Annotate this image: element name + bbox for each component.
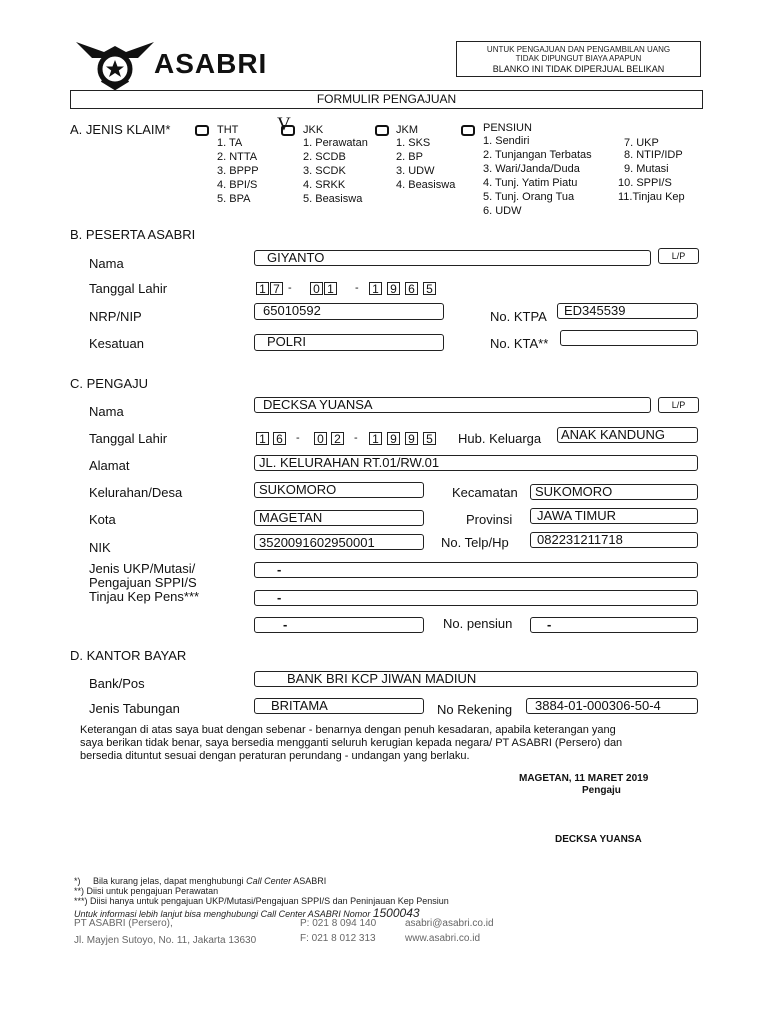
pengaju-ukp-field-1[interactable] [254,562,698,578]
form-title-text: FORMULIR PENGAJUAN [316,92,457,106]
pengaju-alamat-field[interactable] [254,455,698,471]
pengaju-ukp-value-2: - [277,590,282,605]
footnote-2: **) Diisi untuk pengajuan Perawatan [74,886,219,896]
peserta-nrp-value: 65010592 [263,303,321,318]
pengaju-hub-field[interactable] [557,427,698,443]
footnote-1-end: ASABRI [293,876,327,886]
pengaju-hub-label: Hub. Keluarga [458,431,542,446]
other-item-5: 11.Tinjau Kep [618,191,685,203]
peserta-kesatuan-field[interactable] [254,334,444,351]
pengaju-pensiun-field[interactable] [530,617,698,633]
pengaju-kota-label: Kota [89,512,116,527]
checkbox-pensiun[interactable] [461,125,475,136]
company-address: Jl. Mayjen Sutoyo, No. 11, Jakarta 13630 [74,935,257,946]
company-name: PT ASABRI (Persero), [74,918,173,929]
peserta-kesatuan-label: Kesatuan [89,336,144,351]
jkk-item-4: 4. SRKK [303,179,346,191]
company-phone: P: 021 8 094 140 [300,918,377,929]
pengaju-pensiun-value: - [547,617,552,632]
peserta-tgl-dash-1: - [288,282,292,294]
jkm-item-1: 1. SKS [396,137,431,149]
pengaju-kec-label: Kecamatan [452,485,518,500]
jkm-item-4: 4. Beasiswa [396,179,456,191]
pengaju-tgl-label: Tanggal Lahir [89,431,168,446]
jkk-item-2: 2. SCDB [303,151,346,163]
pengaju-kel-value: SUKOMORO [259,482,337,497]
peserta-ktpa-field[interactable] [557,303,698,319]
pengaju-kec-value: SUKOMORO [535,484,613,499]
rekening-field[interactable] [526,698,698,714]
form-title [70,90,703,109]
pengaju-kec-field[interactable] [530,484,698,500]
pengaju-prov-value: JAWA TIMUR [537,508,616,523]
tabungan-field[interactable] [254,698,424,714]
pengaju-telp-label: No. Telp/Hp [441,535,509,550]
statement-line-2: saya berikan tidak benar, saya bersedia mengganti seluruh kerugian kepada negara/ PT ASABRI (Persero) dan [80,737,623,749]
tabungan-value: BRITAMA [271,698,328,713]
pengaju-tgl-dash-1: - [296,432,300,444]
tht-label: THT [217,124,239,136]
pensiun-item-1: 1. Sendiri [483,135,530,147]
jkm-label: JKM [396,124,418,136]
peserta-nrp-label: NRP/NIP [89,309,142,324]
peserta-gender-field[interactable] [658,248,699,264]
pengaju-ukp-field-2[interactable] [254,590,698,606]
pengaju-ukp-label-2: Pengajuan SPPI/S [89,575,197,590]
pengaju-pensiun-label: No. pensiun [443,616,513,631]
signature-role: Pengaju [582,785,621,796]
pengaju-ukp-label-1: Jenis UKP/Mutasi/ [89,561,196,576]
peserta-nama-label: Nama [89,256,124,271]
pensiun-item-4: 4. Tunj. Yatim Piatu [483,177,578,189]
pengaju-tgl-month-1[interactable]: 0 [314,432,327,445]
peserta-tgl-dash-2: - [355,282,359,294]
other-item-2: 8. NTIP/IDP [624,149,683,161]
pengaju-tgl-year-4[interactable]: 5 [423,432,436,445]
pengaju-tgl-year-3[interactable]: 9 [405,432,418,445]
pengaju-alamat-label: Alamat [89,458,130,473]
tht-item-5: 5. BPA [217,193,251,205]
footnote-4-text: Untuk informasi lebih lanjut bisa menghubungi Call Center ASABRI Nomor [74,909,371,919]
company-website: www.asabri.co.id [405,933,481,944]
pengaju-kota-value: MAGETAN [259,510,323,525]
pensiun-item-3: 3. Wari/Janda/Duda [483,163,580,175]
peserta-gender-value: L/P [671,251,686,261]
pengaju-ukp-label-3: Tinjau Kep Pens*** [89,589,200,604]
pensiun-item-2: 2. Tunjangan Terbatas [483,149,592,161]
jkk-item-3: 3. SCDK [303,165,346,177]
tht-item-1: 1. TA [217,137,243,149]
checkbox-tht[interactable] [195,125,209,136]
jkm-item-2: 2. BP [396,151,423,163]
footnote-3: ***) Diisi hanya untuk pengajuan UKP/Mutasi/Pengajuan SPPI/S dan Peninjauan Kep Pensiun [74,896,449,906]
section-d-heading: D. KANTOR BAYAR [70,648,187,663]
other-item-4: 10. SPPI/S [618,177,672,189]
tht-item-4: 4. BPI/S [217,179,258,191]
peserta-tgl-year-2[interactable]: 9 [387,282,400,295]
tht-item-2: 2. NTTA [217,151,258,163]
peserta-tgl-month-2[interactable]: 1 [324,282,337,295]
pengaju-telp-value: 082231211718 [537,532,623,547]
asabri-logo [74,36,289,90]
pengaju-alamat-value: JL. KELURAHAN RT.01/RW.01 [259,455,440,470]
footnote-1-mark: *) [74,876,81,886]
pengaju-tgl-year-1[interactable]: 1 [369,432,382,445]
asabri-wordmark: ASABRI [154,48,268,79]
peserta-tgl-day-2[interactable]: 7 [270,282,283,295]
jkk-label: JKK [303,124,324,136]
pengaju-gender-field[interactable] [658,397,699,413]
pengaju-tgl-year-2[interactable]: 9 [387,432,400,445]
peserta-tgl-year-1[interactable]: 1 [369,282,382,295]
other-item-1: 7. UKP [624,137,659,149]
pengaju-ukp-value-1: - [277,562,282,577]
notice-line-3: BLANKO INI TIDAK DIPERJUAL BELIKAN [492,64,665,74]
statement-line-3: bersedia dituntut sesuai dengan peraturan perundang - undangan yang berlaku. [80,750,470,762]
jkk-check-mark: V [277,114,291,135]
pengaju-prov-field[interactable] [530,508,698,524]
notice-line-1: UNTUK PENGAJUAN DAN PENGAMBILAN UANG [486,45,671,54]
pensiun-label: PENSIUN [483,122,532,134]
section-c-heading: C. PENGAJU [70,376,149,391]
pensiun-item-6: 6. UDW [483,205,522,217]
signature-place-date: MAGETAN, 11 MARET 2019 [519,773,649,784]
pengaju-hub-value: ANAK KANDUNG [561,427,666,442]
peserta-nama-value: GIYANTO [267,250,325,265]
pengaju-tgl-month-2[interactable]: 2 [331,432,344,445]
tabungan-label: Jenis Tabungan [89,701,180,716]
tht-item-3: 3. BPPP [217,165,259,177]
signature-name: DECKSA YUANSA [555,834,642,845]
call-center-number: 1500043 [372,906,420,920]
section-a-heading: A. JENIS KLAIM* [70,122,171,137]
peserta-nama-field[interactable] [254,250,651,266]
pengaju-telp-field[interactable] [530,532,698,548]
pengaju-nik-field[interactable] [254,534,424,550]
bank-label: Bank/Pos [89,676,145,691]
notice-box [456,41,701,77]
footnote-1-cc: Call Center [246,876,292,886]
company-fax: F: 021 8 012 313 [300,933,376,944]
peserta-tgl-month-1[interactable]: 0 [310,282,323,295]
rekening-value: 3884-01-000306-50-4 [535,698,661,713]
jkm-item-3: 3. UDW [396,165,435,177]
jkk-item-5: 5. Beasiswa [303,193,363,205]
bank-field[interactable] [254,671,698,687]
pengaju-ukp-field-3[interactable] [254,617,424,633]
peserta-kesatuan-value: POLRI [267,334,307,349]
pengaju-tgl-dash-2: - [354,432,358,444]
section-b-heading: B. PESERTA ASABRI [70,227,196,242]
peserta-tgl-year-4[interactable]: 5 [423,282,436,295]
pengaju-prov-label: Provinsi [466,512,513,527]
pengaju-kel-label: Kelurahan/Desa [89,485,183,500]
peserta-kta-label: No. KTA** [490,336,549,351]
footnote-1-text: Bila kurang jelas, dapat menghubungi [93,876,244,886]
pengaju-nama-label: Nama [89,404,124,419]
notice-line-2: TIDAK DIPUNGUT BIAYA APAPUN [515,54,642,63]
company-email: asabri@asabri.co.id [405,918,494,929]
pengaju-nik-label: NIK [89,540,111,555]
pengaju-nama-value: DECKSA YUANSA [263,397,373,412]
pengaju-gender-value: L/P [671,400,686,410]
pengaju-nama-field[interactable] [254,397,651,413]
other-item-3: 9. Mutasi [624,163,669,175]
peserta-ktpa-value: ED345539 [564,303,626,318]
peserta-nrp-field[interactable] [254,303,444,320]
pengaju-nik-value: 3520091602950001 [259,535,375,550]
pensiun-item-5: 5. Tunj. Orang Tua [483,191,575,203]
peserta-tgl-year-3[interactable]: 6 [405,282,418,295]
footnote-1 [74,876,326,886]
peserta-ktpa-label: No. KTPA [490,309,547,324]
checkbox-jkm[interactable] [375,125,389,136]
rekening-label: No Rekening [437,702,513,717]
pengaju-ukp-value-3: - [283,617,288,632]
pengaju-kel-field[interactable] [254,482,424,498]
peserta-tgl-day-1[interactable]: 1 [256,282,269,295]
pengaju-kota-field[interactable] [254,510,424,526]
bank-value: BANK BRI KCP JIWAN MADIUN [287,671,477,686]
statement-line-1: Keterangan di atas saya buat dengan sebenar - benarnya dengan penuh kesadaran, apabila keterangan yang [80,724,616,736]
eagle-emblem-icon [74,36,156,90]
jkk-item-1: 1. Perawatan [303,137,368,149]
peserta-kta-field[interactable] [560,330,698,346]
peserta-tgl-label: Tanggal Lahir [89,281,168,296]
pengaju-tgl-day-1[interactable]: 1 [256,432,269,445]
pengaju-tgl-day-2[interactable]: 6 [273,432,286,445]
